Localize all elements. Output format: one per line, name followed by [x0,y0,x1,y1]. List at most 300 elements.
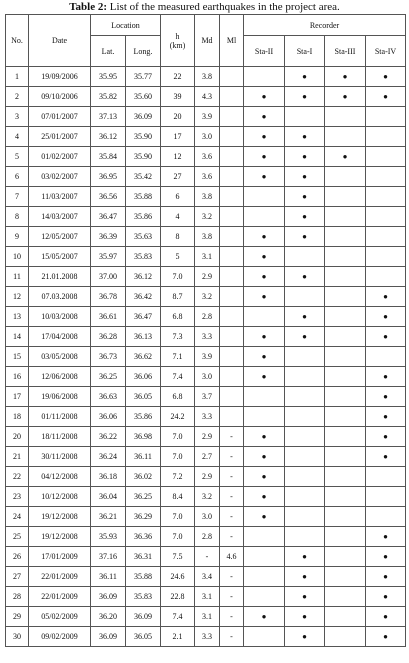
cell-date: 09/02/2009 [29,627,91,647]
cell-lat: 36.09 [91,627,126,647]
cell-recorder [325,527,366,547]
recorded-dot-icon: ● [261,252,267,261]
table-row [6,227,406,247]
cell-ml: - [220,527,244,547]
cell-recorder [244,107,285,127]
cell-lat: 36.47 [91,207,126,227]
recorded-dot-icon: ● [261,432,267,441]
cell-recorder [285,467,325,487]
cell-lat: 36.78 [91,287,126,307]
recorded-dot-icon: ● [342,72,348,81]
cell-ml: - [220,587,244,607]
cell-depth: 2.1 [161,627,195,647]
cell-recorder [366,407,406,427]
cell-recorder [366,507,406,527]
cell-long: 35.86 [126,407,161,427]
cell-long: 35.88 [126,187,161,207]
cell-recorder [325,587,366,607]
cell-long: 35.60 [126,87,161,107]
cell-md: 3.2 [195,487,220,507]
recorded-dot-icon: ● [261,332,267,341]
cell-recorder [366,627,406,647]
cell-recorder [366,167,406,187]
table-row [6,427,406,447]
cell-long: 35.90 [126,127,161,147]
cell-long: 36.12 [126,267,161,287]
cell-ml [220,247,244,267]
recorded-dot-icon: ● [261,452,267,461]
table-row [6,107,406,127]
recorded-dot-icon: ● [302,172,307,181]
table-row [6,147,406,167]
cell-md: 3.8 [195,67,220,87]
recorded-dot-icon: ● [302,332,307,341]
table-row [6,447,406,467]
recorded-dot-icon: ● [302,592,307,601]
cell-md: 2.9 [195,427,220,447]
cell-md: 3.3 [195,327,220,347]
cell-ml [220,367,244,387]
cell-ml [220,307,244,327]
cell-recorder [285,87,325,107]
cell-depth: 8 [161,227,195,247]
cell-no: 10 [6,247,29,267]
cell-long: 36.11 [126,447,161,467]
recorded-dot-icon: ● [383,392,388,401]
cell-md: 3.0 [195,507,220,527]
cell-no: 30 [6,627,29,647]
cell-depth: 24.2 [161,407,195,427]
cell-md: 3.4 [195,567,220,587]
cell-ml [220,107,244,127]
header-ml: Ml [220,15,244,67]
header-recorder: Recorder [244,15,406,36]
cell-ml: - [220,567,244,587]
cell-date: 22/01/2009 [29,587,91,607]
cell-date: 19/06/2008 [29,387,91,407]
cell-recorder [285,247,325,267]
cell-lat: 37.16 [91,547,126,567]
cell-recorder [366,87,406,107]
header-location: Location [91,15,161,36]
cell-date: 18/11/2008 [29,427,91,447]
recorded-dot-icon: ● [383,572,388,581]
cell-recorder [244,587,285,607]
cell-recorder [285,107,325,127]
cell-no: 8 [6,207,29,227]
table-row [6,607,406,627]
table-row [6,587,406,607]
recorded-dot-icon: ● [302,212,307,221]
header-station: Sta-III [325,36,366,67]
cell-date: 07.03.2008 [29,287,91,307]
cell-depth: 39 [161,87,195,107]
cell-recorder [325,307,366,327]
cell-recorder [244,527,285,547]
cell-md: 3.6 [195,147,220,167]
header-station: Sta-IV [366,36,406,67]
cell-recorder [285,527,325,547]
recorded-dot-icon: ● [383,312,388,321]
cell-long: 36.09 [126,107,161,127]
cell-long: 35.42 [126,167,161,187]
cell-date: 09/10/2006 [29,87,91,107]
recorded-dot-icon: ● [261,132,267,141]
cell-recorder [366,67,406,87]
table-row [6,347,406,367]
cell-ml: - [220,467,244,487]
cell-recorder [325,407,366,427]
recorded-dot-icon: ● [383,72,388,81]
cell-depth: 5 [161,247,195,267]
recorded-dot-icon: ● [383,332,388,341]
cell-no: 11 [6,267,29,287]
cell-ml: - [220,507,244,527]
cell-recorder [244,267,285,287]
table-row [6,567,406,587]
table-caption [0,0,409,14]
cell-recorder [325,247,366,267]
cell-long: 36.98 [126,427,161,447]
cell-recorder [285,427,325,447]
cell-lat: 36.04 [91,487,126,507]
cell-recorder [244,387,285,407]
table-caption-label: Table 2: [69,1,108,13]
cell-recorder [325,507,366,527]
table-row [6,527,406,547]
cell-lat: 36.95 [91,167,126,187]
cell-recorder [325,387,366,407]
cell-md: 2.9 [195,267,220,287]
cell-depth: 7.4 [161,607,195,627]
cell-md: 3.3 [195,627,220,647]
cell-recorder [244,507,285,527]
header-depth-label: h [175,31,180,41]
recorded-dot-icon: ● [383,372,388,381]
cell-md: 3.0 [195,127,220,147]
cell-recorder [285,207,325,227]
cell-recorder [285,227,325,247]
cell-lat: 36.28 [91,327,126,347]
header-long: Long. [126,36,161,67]
header-date: Date [29,15,91,67]
cell-recorder [366,247,406,267]
cell-recorder [244,67,285,87]
cell-recorder [366,147,406,167]
table-row [6,387,406,407]
cell-md: 3.2 [195,287,220,307]
recorded-dot-icon: ● [261,472,267,481]
cell-lat: 36.06 [91,407,126,427]
cell-lat: 37.00 [91,267,126,287]
table-row [6,287,406,307]
recorded-dot-icon: ● [261,512,267,521]
cell-recorder [325,127,366,147]
cell-no: 23 [6,487,29,507]
recorded-dot-icon: ● [302,72,307,81]
cell-date: 12/06/2008 [29,367,91,387]
cell-date: 07/01/2007 [29,107,91,127]
recorded-dot-icon: ● [261,232,267,241]
cell-recorder [244,247,285,267]
recorded-dot-icon: ● [342,152,348,161]
cell-recorder [325,87,366,107]
cell-recorder [366,127,406,147]
cell-recorder [285,487,325,507]
cell-date: 22/01/2009 [29,567,91,587]
cell-lat: 36.56 [91,187,126,207]
cell-recorder [244,127,285,147]
recorded-dot-icon: ● [383,552,388,561]
cell-depth: 6.8 [161,387,195,407]
cell-date: 01/02/2007 [29,147,91,167]
table-row [6,67,406,87]
cell-depth: 7.4 [161,367,195,387]
cell-depth: 7.1 [161,347,195,367]
cell-depth: 6.8 [161,307,195,327]
cell-recorder [366,567,406,587]
cell-recorder [285,547,325,567]
cell-ml [220,207,244,227]
cell-lat: 36.25 [91,367,126,387]
cell-lat: 35.84 [91,147,126,167]
header-station: Sta-I [285,36,325,67]
cell-long: 35.77 [126,67,161,87]
cell-date: 01/11/2008 [29,407,91,427]
cell-recorder [325,467,366,487]
table-row [6,467,406,487]
cell-long: 36.29 [126,507,161,527]
cell-recorder [244,447,285,467]
cell-ml [220,347,244,367]
recorded-dot-icon: ● [302,192,307,201]
table-row [6,307,406,327]
cell-lat: 35.95 [91,67,126,87]
cell-long: 35.83 [126,587,161,607]
cell-md: 3.3 [195,407,220,427]
cell-recorder [366,367,406,387]
cell-recorder [325,607,366,627]
cell-long: 36.47 [126,307,161,327]
cell-date: 19/12/2008 [29,527,91,547]
cell-md: 3.9 [195,347,220,367]
cell-ml: - [220,607,244,627]
recorded-dot-icon: ● [261,92,267,101]
cell-ml: - [220,487,244,507]
recorded-dot-icon: ● [383,632,388,641]
cell-depth: 12 [161,147,195,167]
recorded-dot-icon: ● [261,492,267,501]
cell-ml: 4.6 [220,547,244,567]
cell-recorder [366,487,406,507]
cell-lat: 36.39 [91,227,126,247]
cell-recorder [366,327,406,347]
cell-date: 30/11/2008 [29,447,91,467]
cell-long: 35.86 [126,207,161,227]
cell-recorder [325,167,366,187]
cell-long: 36.09 [126,607,161,627]
cell-depth: 7.0 [161,447,195,467]
cell-recorder [325,67,366,87]
cell-ml [220,327,244,347]
cell-recorder [366,187,406,207]
cell-recorder [244,147,285,167]
table-row [6,167,406,187]
cell-recorder [366,427,406,447]
cell-md: 2.7 [195,447,220,467]
cell-no: 27 [6,567,29,587]
header-depth [161,15,195,67]
cell-md: 3.1 [195,607,220,627]
cell-recorder [285,307,325,327]
cell-depth: 22 [161,67,195,87]
cell-recorder [325,487,366,507]
cell-recorder [325,207,366,227]
recorded-dot-icon: ● [302,232,307,241]
table-row [6,207,406,227]
cell-recorder [366,587,406,607]
table-row [6,187,406,207]
cell-recorder [244,547,285,567]
cell-ml [220,407,244,427]
cell-depth: 7.5 [161,547,195,567]
cell-md: 4.3 [195,87,220,107]
cell-recorder [244,187,285,207]
cell-ml: - [220,627,244,647]
cell-recorder [285,447,325,467]
table-row [6,247,406,267]
recorded-dot-icon: ● [342,92,348,101]
cell-date: 21.01.2008 [29,267,91,287]
cell-no: 24 [6,507,29,527]
cell-lat: 36.11 [91,567,126,587]
cell-long: 36.25 [126,487,161,507]
table-row [6,407,406,427]
cell-recorder [285,327,325,347]
cell-md: 3.1 [195,587,220,607]
cell-recorder [285,167,325,187]
cell-recorder [244,327,285,347]
recorded-dot-icon: ● [261,172,267,181]
cell-recorder [325,347,366,367]
recorded-dot-icon: ● [302,312,307,321]
table-row [6,627,406,647]
cell-no: 12 [6,287,29,307]
cell-recorder [285,127,325,147]
cell-ml [220,127,244,147]
cell-recorder [285,367,325,387]
cell-recorder [366,527,406,547]
cell-no: 21 [6,447,29,467]
cell-recorder [325,447,366,467]
cell-long: 36.06 [126,367,161,387]
cell-recorder [244,87,285,107]
recorded-dot-icon: ● [261,292,267,301]
cell-ml [220,267,244,287]
cell-long: 36.05 [126,627,161,647]
cell-recorder [244,207,285,227]
cell-recorder [366,547,406,567]
cell-date: 17/04/2008 [29,327,91,347]
cell-no: 20 [6,427,29,447]
recorded-dot-icon: ● [261,372,267,381]
cell-depth: 27 [161,167,195,187]
cell-recorder [325,547,366,567]
cell-recorder [244,627,285,647]
cell-no: 13 [6,307,29,327]
cell-recorder [325,367,366,387]
cell-date: 03/05/2008 [29,347,91,367]
recorded-dot-icon: ● [261,612,267,621]
header-depth-unit: (km) [169,40,186,50]
cell-recorder [244,487,285,507]
cell-no: 25 [6,527,29,547]
cell-lat: 36.73 [91,347,126,367]
cell-recorder [325,147,366,167]
cell-date: 17/01/2009 [29,547,91,567]
recorded-dot-icon: ● [261,272,267,281]
cell-ml [220,227,244,247]
cell-md: 2.9 [195,467,220,487]
cell-lat: 36.21 [91,507,126,527]
cell-date: 03/02/2007 [29,167,91,187]
cell-no: 5 [6,147,29,167]
cell-md: 3.8 [195,187,220,207]
table-caption-text: List of the measured earthquakes in the project area. [107,1,340,13]
recorded-dot-icon: ● [302,612,307,621]
cell-recorder [244,567,285,587]
cell-no: 4 [6,127,29,147]
cell-long: 36.42 [126,287,161,307]
cell-ml [220,387,244,407]
cell-recorder [285,67,325,87]
cell-recorder [244,347,285,367]
cell-no: 6 [6,167,29,187]
cell-md: 2.8 [195,307,220,327]
cell-recorder [244,367,285,387]
cell-depth: 8.4 [161,487,195,507]
table-row [6,367,406,387]
cell-recorder [366,607,406,627]
recorded-dot-icon: ● [261,152,267,161]
cell-depth: 22.8 [161,587,195,607]
cell-depth: 4 [161,207,195,227]
cell-no: 26 [6,547,29,567]
cell-recorder [244,407,285,427]
cell-long: 35.83 [126,247,161,267]
cell-depth: 7.0 [161,427,195,447]
cell-recorder [366,447,406,467]
cell-depth: 20 [161,107,195,127]
cell-ml: - [220,447,244,467]
cell-md: 3.8 [195,227,220,247]
recorded-dot-icon: ● [383,452,388,461]
cell-recorder [244,167,285,187]
recorded-dot-icon: ● [302,272,307,281]
table-body [6,67,406,647]
cell-recorder [244,227,285,247]
cell-no: 18 [6,407,29,427]
table-row [6,547,406,567]
cell-date: 04/12/2008 [29,467,91,487]
cell-recorder [366,347,406,367]
cell-lat: 36.12 [91,127,126,147]
cell-md: 3.6 [195,167,220,187]
cell-recorder [366,227,406,247]
cell-no: 29 [6,607,29,627]
cell-date: 14/03/2007 [29,207,91,227]
recorded-dot-icon: ● [383,292,388,301]
